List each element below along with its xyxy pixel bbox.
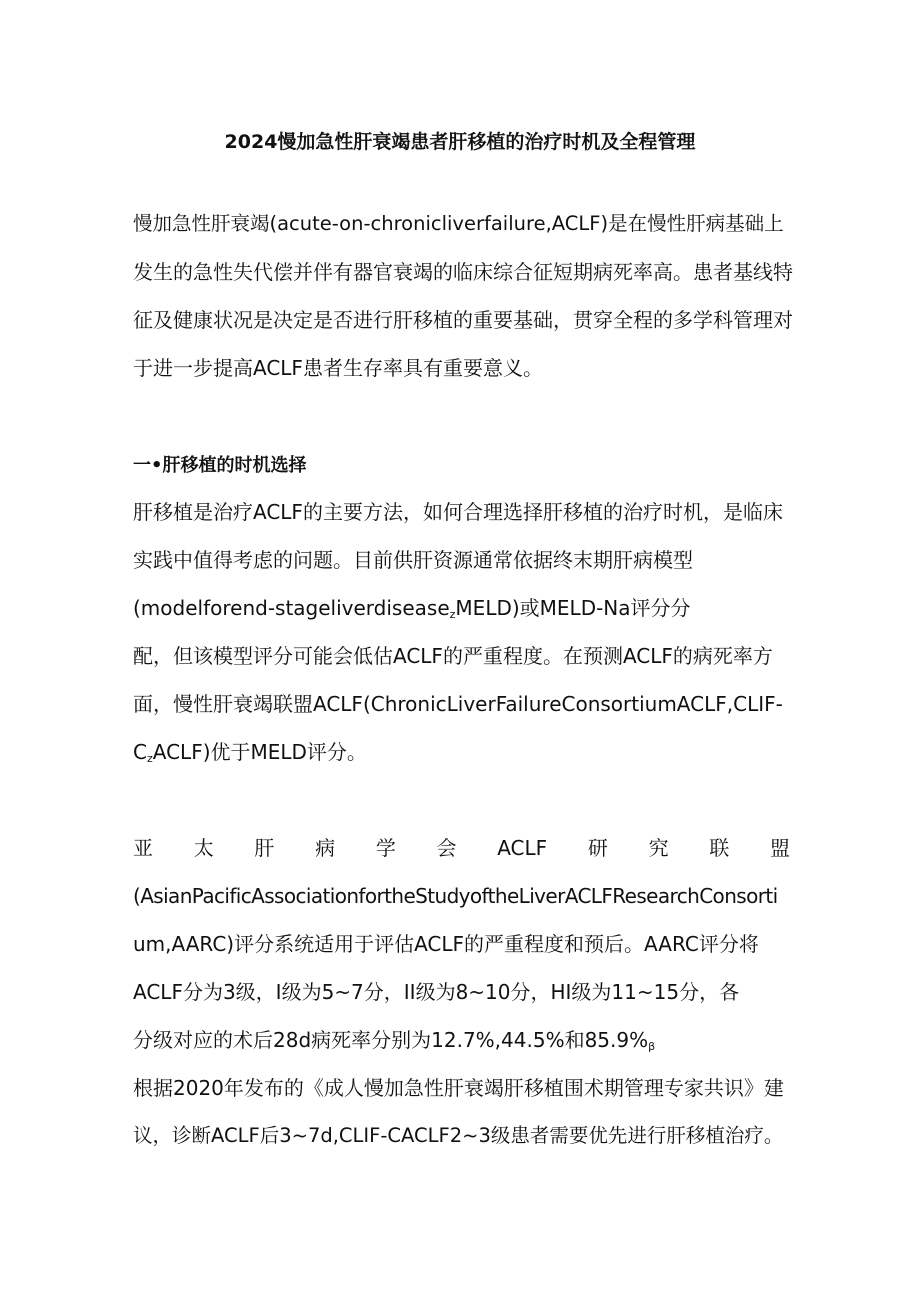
spaced-word: 太 xyxy=(193,836,214,860)
para1-line-3-sub: z xyxy=(449,608,456,621)
para2-line-5-a: 分级对应的术后28d病死率分别为12.7%,44.5%和85.9% xyxy=(133,1028,649,1052)
para1-line-3-a: (modelforend-stageliverdisease xyxy=(133,596,450,620)
spaced-word: 病 xyxy=(315,836,336,860)
para1-line-6 xyxy=(133,738,367,773)
spaced-word: 究 xyxy=(648,836,669,860)
spaced-word: 会 xyxy=(436,836,457,860)
para1-line-1: 肝移植是治疗ACLF的主要方法，如何合理选择肝移植的治疗时机，是临床 xyxy=(133,500,783,524)
para2-line-1 xyxy=(133,834,790,862)
para1-line-3 xyxy=(133,594,691,629)
para3-line-1: 根据2020年发布的《成人慢加急性肝衰竭肝移植围术期管理专家共识》建 xyxy=(133,1076,784,1100)
intro-line-2: 发生的急性失代偿并伴有器官衰竭的临床综合征短期病死率高。患者基线特 xyxy=(133,260,793,284)
para2-line-2: (AsianPacificAssociationfortheStudyoftheLiverACLFResearchConsorti xyxy=(133,884,778,908)
para1-line-6-b: ACLF)优于MELD评分。 xyxy=(152,740,367,764)
para2-line-5-sub: β xyxy=(648,1040,656,1053)
spaced-word: ACLF xyxy=(497,836,548,860)
para1-line-3-b: MELD)或MELD-Na评分分 xyxy=(455,596,691,620)
spaced-word: 研 xyxy=(587,836,608,860)
para1-line-5: 面，慢性肝衰竭联盟ACLF(ChronicLiverFailureConsortiumACLF,CLIF- xyxy=(133,692,783,716)
spaced-word: 亚 xyxy=(133,836,153,860)
para1-line-2: 实践中值得考虑的问题。目前供肝资源通常依据终末期肝病模型 xyxy=(133,548,693,572)
intro-line-3: 征及健康状况是决定是否进行肝移植的重要基础，贯穿全程的多学科管理对 xyxy=(133,308,793,332)
spaced-word: 联 xyxy=(709,836,730,860)
intro-line-4: 于进一步提高ACLF患者生存率具有重要意义。 xyxy=(133,356,543,380)
para1-line-6-a: C xyxy=(133,740,147,764)
para2-line-4: ACLF分为3级，I级为5~7分，II级为8~10分，HI级为11~15分，各 xyxy=(133,980,740,1004)
para1-line-4: 配，但该模型评分可能会低估ACLF的严重程度。在预测ACLF的病死率方 xyxy=(133,644,773,668)
para1-line-6-sub: z xyxy=(146,752,153,765)
spaced-word: 盟 xyxy=(769,836,790,860)
spaced-word: 学 xyxy=(375,836,396,860)
spaced-word: 肝 xyxy=(254,836,275,860)
section-heading: 一•肝移植的时机选择 xyxy=(133,455,307,476)
para2-line-3: um,AARC)评分系统适用于评估ACLF的严重程度和预后。AARC评分将 xyxy=(133,932,759,956)
intro-line-1: 慢加急性肝衰竭(acute-on-chronicliverfailure,ACLF)是在慢性肝病基础上 xyxy=(133,212,784,235)
document-title: 2024慢加急性肝衰竭患者肝移植的治疗时机及全程管理 xyxy=(224,131,696,153)
para2-line-5 xyxy=(133,1026,655,1061)
para3-line-2: 议，诊断ACLF后3~7d,CLIF-CACLF2~3级患者需要优先进行肝移植治疗。 xyxy=(133,1124,784,1147)
